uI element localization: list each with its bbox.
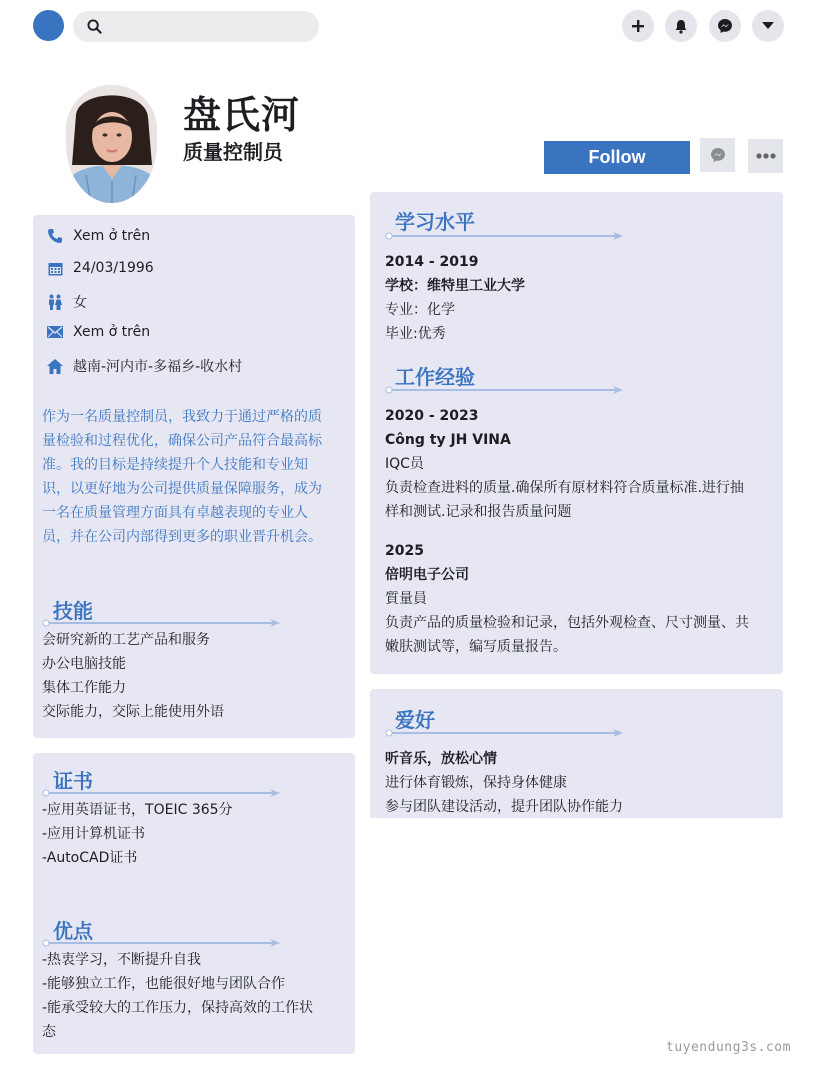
search-bar[interactable] <box>73 11 319 42</box>
job-role: IQC员 <box>385 456 424 472</box>
more-options-button[interactable] <box>748 139 783 173</box>
follow-button[interactable]: Follow <box>544 141 690 174</box>
section-divider <box>42 789 280 797</box>
more-dots-icon <box>756 153 776 159</box>
job-description: 负责检查进料的质量.确保所有原材料符合质量标准.进行抽 <box>385 480 744 496</box>
skill-item: 集体工作能力 <box>42 680 126 696</box>
profile-name: 盘氏河 <box>183 93 301 137</box>
contact-birthday <box>47 260 154 276</box>
hobbies-panel <box>370 689 783 818</box>
profile-job-title: 质量控制员 <box>183 140 283 164</box>
hobby-item: 听音乐，放松心情 <box>385 751 497 767</box>
job-description: 样和测试.记录和报告质量问题 <box>385 504 572 520</box>
experience-title: 工作经验 <box>395 365 475 389</box>
section-divider <box>385 232 623 240</box>
education-period: 2014 - 2019 <box>385 254 479 270</box>
education-major: 专业：化学 <box>385 302 455 318</box>
strength-item: -热衷学习，不断提升自我 <box>42 952 202 968</box>
certificate-item: -应用计算机证书 <box>42 826 146 842</box>
message-button[interactable] <box>700 138 735 172</box>
job-description: 负责产品的质量检验和记录，包括外观检查、尺寸测量、共 <box>385 615 749 631</box>
certificates-title: 证书 <box>53 769 93 793</box>
plus-icon <box>631 19 645 33</box>
section-divider <box>385 729 623 737</box>
section-divider <box>42 619 280 627</box>
site-logo[interactable] <box>33 10 64 41</box>
contact-address-text: 越南-河内市-多福乡-收水村 <box>73 359 243 375</box>
hobby-item: 进行体育锻炼，保持身体健康 <box>385 775 567 791</box>
job-period: 2020 - 2023 <box>385 408 479 424</box>
contact-birthday-text: 24/03/1996 <box>73 260 154 276</box>
messenger-icon <box>717 18 733 34</box>
contact-address <box>47 356 242 376</box>
envelope-icon <box>47 324 63 340</box>
hobbies-title: 爱好 <box>395 708 435 732</box>
section-divider <box>385 386 623 394</box>
contact-email <box>47 324 150 340</box>
strength-item: -能够独立工作，也能很好地与团队合作 <box>42 976 286 992</box>
caret-down-icon <box>762 22 774 30</box>
calendar-icon <box>47 260 63 276</box>
create-button[interactable] <box>622 10 654 42</box>
certificates-panel <box>33 753 355 1054</box>
profile-photo <box>66 85 157 203</box>
skill-item: 会研究新的工艺产品和服务 <box>42 632 210 648</box>
search-icon <box>87 19 102 34</box>
hobby-item: 参与团队建设活动，提升团队协作能力 <box>385 799 623 815</box>
contact-gender-text: 女 <box>73 295 87 311</box>
notifications-button[interactable] <box>665 10 697 42</box>
job-company: Công ty JH VINA <box>385 432 511 448</box>
phone-icon <box>47 228 63 244</box>
strengths-title: 优点 <box>53 919 93 943</box>
contact-phone <box>47 228 150 244</box>
skills-title: 技能 <box>53 599 93 623</box>
certificate-item: -应用英语证书，TOEIC 365分 <box>42 802 233 818</box>
strength-item: -能承受较大的工作压力，保持高效的工作状 <box>42 1000 314 1016</box>
about-text: 作为一名质量控制员，我致力于通过严格的质量检验和过程优化，确保公司产品符合最高标准。我的目标是持续提升个人技能和专业知识，以更好地为公司提供质量保障服务，成为一名在质量管理方面具有卓越表现的专业人员，并在公司内部得到更多的职业晋升机会。 <box>42 409 322 545</box>
info-panel <box>33 215 355 738</box>
messenger-button[interactable] <box>709 10 741 42</box>
home-icon <box>47 358 63 374</box>
education-grade: 毕业:优秀 <box>385 326 446 342</box>
job-description: 嫩肤测试等，编写质量报告。 <box>385 639 567 655</box>
section-divider <box>42 939 280 947</box>
education-title: 学习水平 <box>395 210 475 234</box>
certificate-item: -AutoCAD证书 <box>42 850 138 866</box>
bell-icon <box>674 19 688 34</box>
gender-icon <box>47 294 63 310</box>
education-experience-panel <box>370 192 783 674</box>
job-period: 2025 <box>385 543 424 559</box>
job-company: 倍明电子公司 <box>385 567 469 583</box>
watermark: tuyendung3s.com <box>666 1040 791 1055</box>
skill-item: 办公电脑技能 <box>42 656 126 672</box>
skill-item: 交际能力，交际上能使用外语 <box>42 704 224 720</box>
messenger-icon <box>710 147 726 163</box>
contact-gender <box>47 292 87 312</box>
account-menu-button[interactable] <box>752 10 784 42</box>
education-school: 学校：维特里工业大学 <box>385 278 525 294</box>
contact-email-text: Xem ở trên <box>73 324 151 340</box>
job-role: 質量員 <box>385 591 427 607</box>
strength-item: 态 <box>42 1024 56 1040</box>
contact-phone-text: Xem ở trên <box>73 228 151 244</box>
